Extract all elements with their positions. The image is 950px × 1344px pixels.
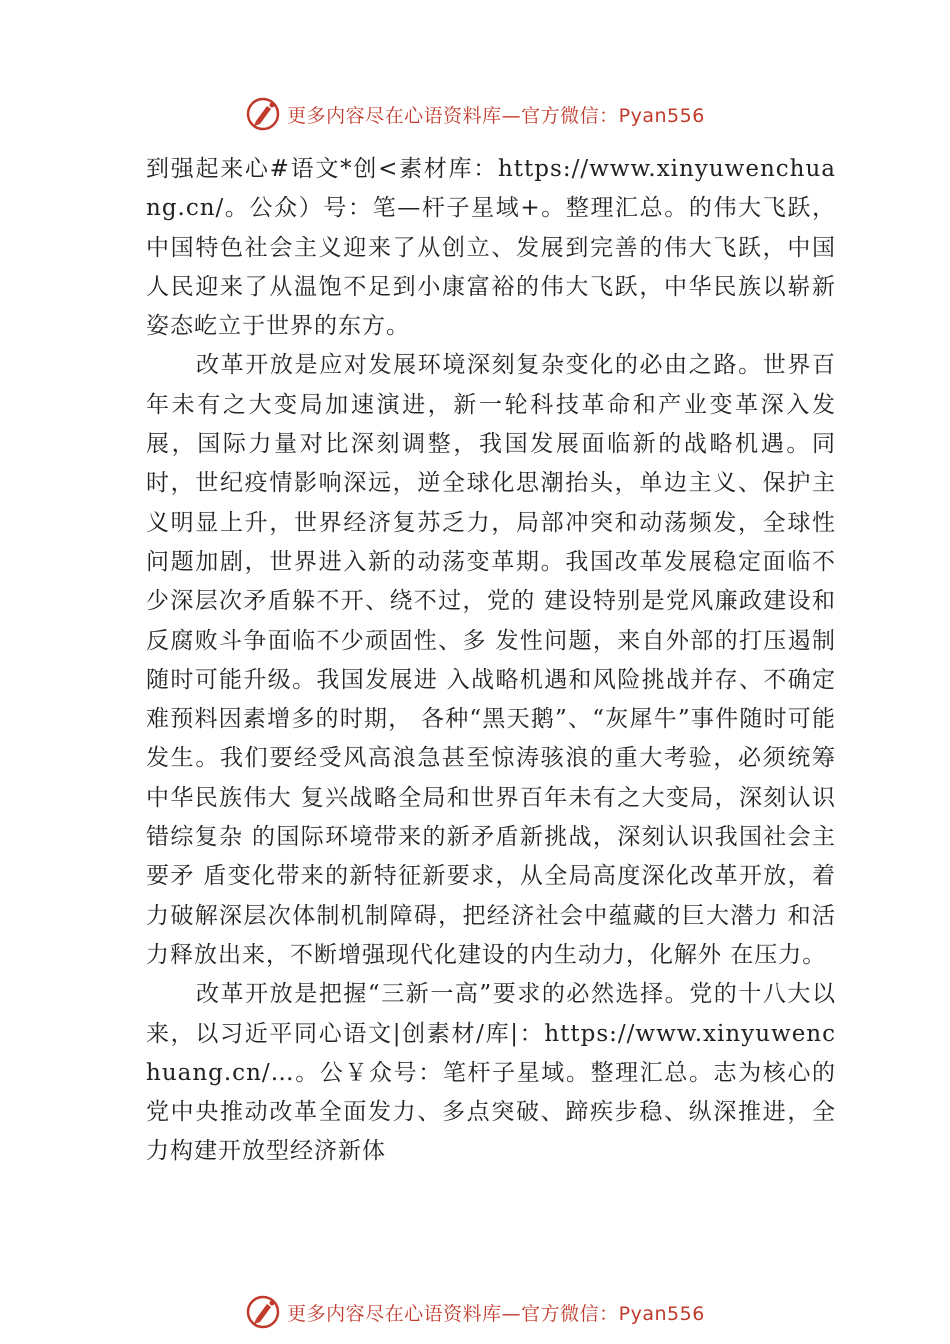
paragraph: 改革开放是把握“三新一高”要求的必然选择。党的十八大以来，以习近平同心语文|创素材/库|：https://www.xinyuwenchuang.cn/…。公￥众号：笔杆子星域。整理汇总。志为核心的党中央推动改革全面发力、多点突破、蹄疾步稳、纵深推进，全力构建开放型经济新体: [146, 981, 836, 1165]
document-body: [146, 150, 836, 1172]
footer-banner: [0, 1290, 950, 1334]
paragraph: 到强起来心#语文*创<素材库：https://www.xinyuwenchuang.cn/。公众）号：笔—杆子星域+。整理汇总。的伟大飞跃，中国特色社会主义迎来了从创立、发展到完善的伟大飞跃，中国人民迎来了从温饱不足到小康富裕的伟大飞跃，中华民族以崭新姿态屹立于世界的东方。: [146, 156, 836, 340]
header-banner: [0, 92, 950, 136]
pen-nib-logo-icon: [245, 96, 281, 132]
paragraph: 改革开放是应对发展环境深刻复杂变化的必由之路。世界百年未有之大变局加速演进，新一轮科技革命和产业变革深入发展，国际力量对比深刻调整，我国发展面临新的战略机遇。同时，世纪疫情影响深远，逆全球化思潮抬头，单边主义、保护主义明显上升，世界经济复苏乏力，局部冲突和动荡频发，全球性问题加剧，世界进入新的动荡变革期。我国改革发展稳定面临不少深层次矛盾躲不开、绕不过，党的 建设特别是党风廉政建设和反腐败斗争面临不少顽固性、多 发性问题，来自外部的打压遏制随时可能升级。我国发展进 入战略机遇和风险挑战并存、不确定难预料因素增多的时期， 各种“黑天鹅”、“灰犀牛”事件随时可能发生。我们要经受风高浪急甚至惊涛骇浪的重大考验，必须统筹中华民族伟大 复兴战略全局和世界百年未有之大变局，深刻认识错综复杂 的国际环境带来的新矛盾新挑战，深刻认识我国社会主要矛 盾变化带来的新特征新要求，从全局高度深化改革开放，着 力破解深层次体制机制障碍，把经济社会中蕴藏的巨大潜力 和活力释放出来，不断增强现代化建设的内生动力，化解外 在压力。: [146, 352, 836, 968]
header-text: 更多内容尽在心语资料库—官方微信：Pyan556: [287, 104, 705, 127]
footer-text: 更多内容尽在心语资料库—官方微信：Pyan556: [287, 1302, 705, 1325]
pen-nib-logo-icon: [245, 1294, 281, 1330]
